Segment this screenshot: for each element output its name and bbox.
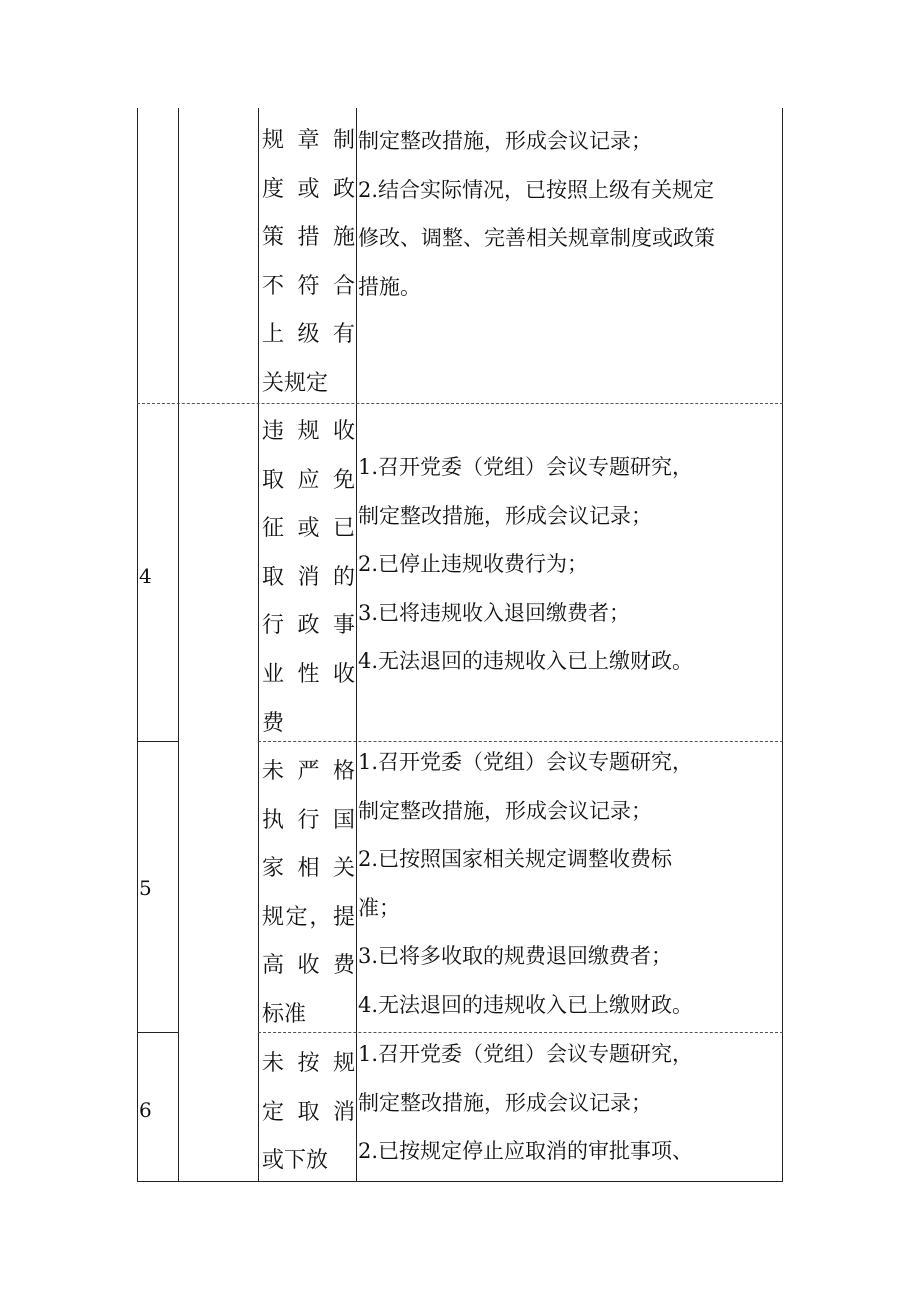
table-row-measures-cell: 1.召开党委（党组）会议专题研究， 制定整改措施，形成会议记录； 2.已停止违规收费行为； 3.已将违规收入退回缴费者； 4.无法退回的违规收入已上缴财政。 — [358, 455, 694, 674]
table-row-measures-cell: 1.召开党委（党组）会议专题研究， 制定整改措施，形成会议记录； 2.已按规定停止应取消的审批事项、 — [358, 1042, 694, 1164]
table-border-left — [137, 108, 138, 1182]
row-number: 4 — [139, 564, 152, 588]
table-row-measures-cell: 1.召开党委（党组）会议专题研究， 制定整改措施，形成会议记录； 2.已按照国家相关规定调整收费标 准； 3.已将多收取的规费退回缴费者； 4.无法退回的违规收入已上缴财政。 — [358, 750, 694, 1017]
table-row-item-cell: 规章制 度或政 策措施 不符合 上级有 关规定 — [262, 128, 355, 396]
row-divider — [137, 403, 783, 404]
row-number: 6 — [139, 1098, 152, 1122]
table-column-rule — [178, 108, 179, 1182]
table-row-item-cell: 未严格 执行国 家相关 规定，提 高收费 标准 — [262, 759, 355, 1027]
table-border-bottom — [137, 1181, 783, 1182]
row-divider — [137, 741, 179, 742]
table-column-rule — [258, 108, 259, 1182]
row-divider — [137, 1032, 179, 1033]
row-number: 5 — [139, 876, 152, 900]
table-row-item-cell: 未按规 定取消 或下放 — [262, 1051, 355, 1174]
table-column-rule — [356, 108, 357, 1182]
table-row-item-cell: 违规收 取应免 征或已 取消的 行政事 业性收 费 — [262, 419, 355, 736]
table-row-measures-cell: 制定整改措施，形成会议记录； 2.结合实际情况，已按照上级有关规定 修改、调整、完善相关规章制度或政策 措施。 — [358, 129, 715, 299]
